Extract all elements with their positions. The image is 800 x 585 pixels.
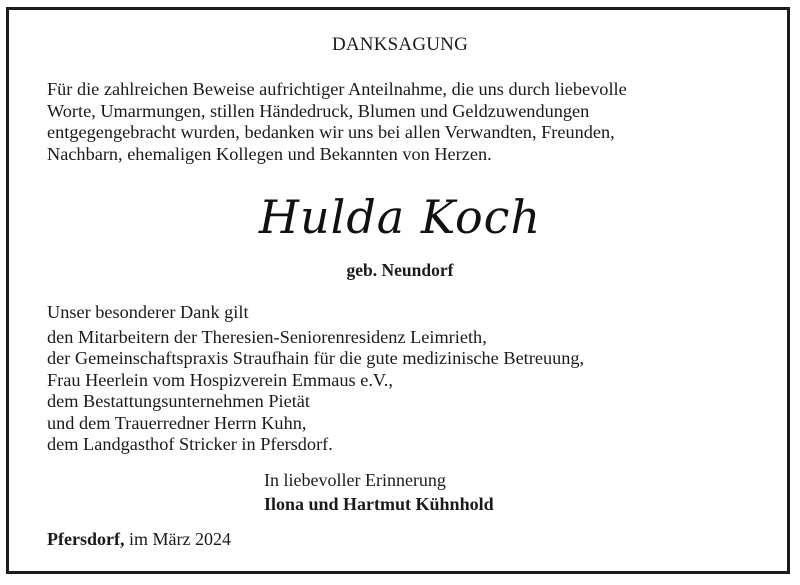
deceased-name: Hulda Koch xyxy=(258,190,542,244)
date: im März 2024 xyxy=(128,529,231,549)
signers: Ilona und Hartmut Kühnhold xyxy=(264,493,494,514)
place-date xyxy=(47,529,231,550)
closing-phrase: In liebevoller Erinnerung xyxy=(264,470,446,490)
notice-heading: DANKSAGUNG xyxy=(331,34,469,55)
place: Pfersdorf, xyxy=(47,529,125,549)
intro-line: entgegengebracht wurden, bedanken wir uns bei allen Verwandten, Freunden, xyxy=(47,122,615,142)
intro-line: Für die zahlreichen Beweise aufrichtiger Anteilnahme, die uns durch liebevolle xyxy=(47,79,627,99)
thanks-line: den Mitarbeitern der Theresien-Seniorenresidenz Leimrieth, xyxy=(47,326,487,347)
thanks-line: und dem Trauerredner Herrn Kuhn, xyxy=(47,412,307,433)
intro-paragraph xyxy=(47,79,757,165)
thanks-line: dem Bestattungsunternehmen Pietät xyxy=(47,391,310,411)
thanks-line: der Gemeinschaftspraxis Straufhain für die gute medizinische Betreuung, xyxy=(47,348,585,368)
thanks-intro: Unser besonderer Dank gilt xyxy=(47,302,249,322)
thanks-line: Frau Heerlein vom Hospizverein Emmaus e.V., xyxy=(47,369,393,390)
thanks-section xyxy=(47,302,767,456)
birth-name: geb. Neundorf xyxy=(346,260,454,280)
closing-block xyxy=(264,469,494,516)
thanks-line: dem Landgasthof Stricker in Pfersdorf. xyxy=(47,434,333,454)
intro-line: Worte, Umarmungen, stillen Händedruck, Blumen und Geldzuwendungen xyxy=(47,100,590,121)
intro-line: Nachbarn, ehemaligen Kollegen und Bekannten von Herzen. xyxy=(47,143,492,164)
